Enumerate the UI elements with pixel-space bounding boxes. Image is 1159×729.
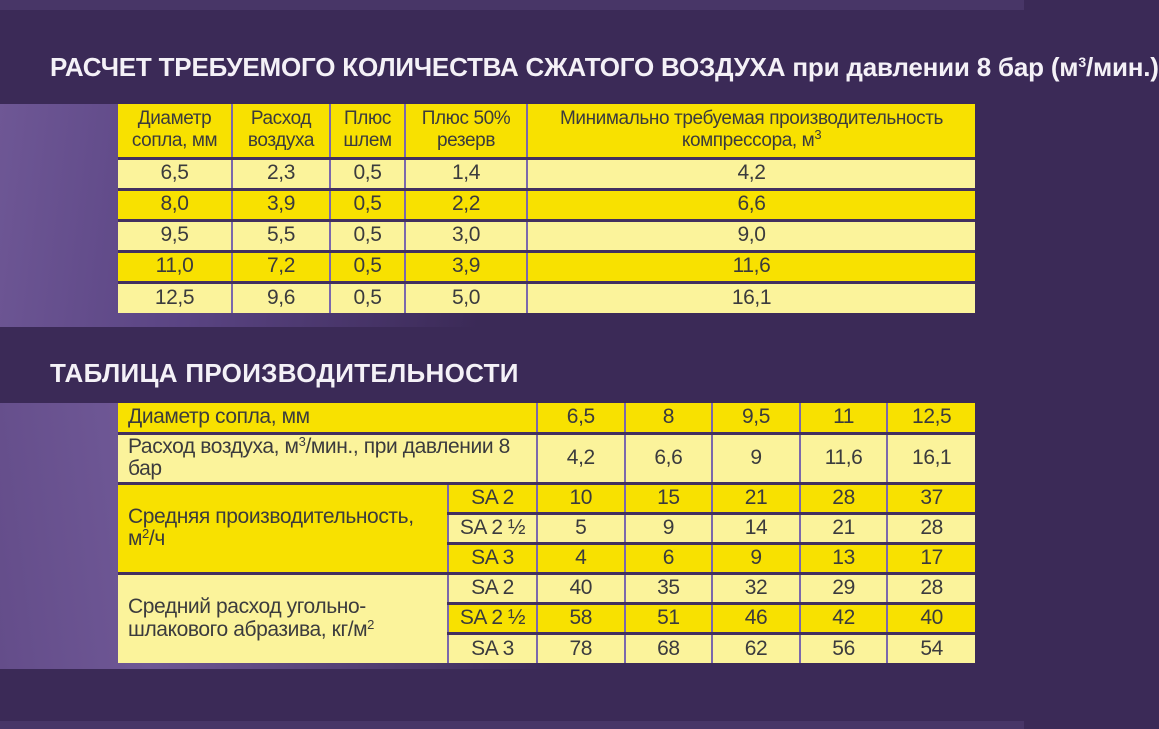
table-row <box>118 483 975 513</box>
value-cell: 42 <box>800 603 888 633</box>
grade-cell: SA 3 <box>448 543 537 573</box>
value-cell: 13 <box>800 543 888 573</box>
air-calculation-table <box>118 104 975 313</box>
value-cell: 40 <box>537 573 625 603</box>
value-cell: 32 <box>712 573 800 603</box>
value-cell: 4,2 <box>527 158 975 189</box>
value-cell: 1,4 <box>405 158 527 189</box>
table-row <box>118 403 975 433</box>
table-row <box>118 251 975 282</box>
value-cell: 11,6 <box>800 433 888 483</box>
value-cell: 3,9 <box>232 189 330 220</box>
value-cell: 9,0 <box>527 220 975 251</box>
value-cell: 6,6 <box>527 189 975 220</box>
page-title <box>50 52 1159 83</box>
value-cell: 6,5 <box>537 403 625 433</box>
value-cell: 0,5 <box>330 220 405 251</box>
value-cell: 9,6 <box>232 282 330 313</box>
value-cell: 9 <box>625 513 713 543</box>
table-row <box>118 220 975 251</box>
table-row <box>118 282 975 313</box>
value-cell: 29 <box>800 573 888 603</box>
value-cell: 12,5 <box>887 403 975 433</box>
value-cell: 10 <box>537 483 625 513</box>
value-cell: 17 <box>887 543 975 573</box>
value-cell: 5 <box>537 513 625 543</box>
value-cell: 9,5 <box>118 220 232 251</box>
value-cell: 11,6 <box>527 251 975 282</box>
value-cell: 62 <box>712 633 800 663</box>
value-cell: 8,0 <box>118 189 232 220</box>
value-cell: 5,5 <box>232 220 330 251</box>
value-cell: 46 <box>712 603 800 633</box>
header-min-compressor-capacity: Минимально требуемая производительность компрессора, $м^3$ <box>527 104 975 158</box>
grade-cell: SA 2 <box>448 573 537 603</box>
header-plus-reserve: Плюс 50% резерв <box>405 104 527 158</box>
value-cell: 0,5 <box>330 282 405 313</box>
value-cell: 7,2 <box>232 251 330 282</box>
productivity-table <box>118 403 975 663</box>
header-plus-helmet: Плюс шлем <box>330 104 405 158</box>
value-cell: 0,5 <box>330 158 405 189</box>
value-cell: 0,5 <box>330 189 405 220</box>
value-cell: 28 <box>887 573 975 603</box>
value-cell: 5,0 <box>405 282 527 313</box>
value-cell: 78 <box>537 633 625 663</box>
value-cell: 3,0 <box>405 220 527 251</box>
value-cell: 40 <box>887 603 975 633</box>
value-cell: 9 <box>712 433 800 483</box>
value-cell: 2,3 <box>232 158 330 189</box>
value-cell: 28 <box>800 483 888 513</box>
value-cell: 12,5 <box>118 282 232 313</box>
table-row <box>118 189 975 220</box>
value-cell: 11 <box>800 403 888 433</box>
value-cell: 14 <box>712 513 800 543</box>
value-cell: 16,1 <box>887 433 975 483</box>
table-row <box>118 158 975 189</box>
page-title-units: /мин.) <box>1085 52 1159 82</box>
section-title: ТАБЛИЦА ПРОИЗВОДИТЕЛЬНОСТИ <box>50 358 519 388</box>
value-cell: 0,5 <box>330 251 405 282</box>
value-cell: 6 <box>625 543 713 573</box>
row-label-nozzle-diameter: Диаметр сопла, мм <box>118 403 537 433</box>
top-edge-strip <box>0 0 1024 10</box>
value-cell: 4,2 <box>537 433 625 483</box>
block-label-abrasive-consumption: Средний расход угольно-шлакового абразива, $кг/м^2$ <box>118 573 448 663</box>
value-cell: 54 <box>887 633 975 663</box>
table-header-row <box>118 104 975 158</box>
grade-cell: SA 2 ½ <box>448 603 537 633</box>
value-cell: 6,6 <box>625 433 713 483</box>
value-cell: 21 <box>712 483 800 513</box>
value-cell: 11,0 <box>118 251 232 282</box>
value-cell: 15 <box>625 483 713 513</box>
block-label-average-productivity: Средняя производительность, $м^2/ч$ <box>118 483 448 573</box>
table-row <box>118 573 975 603</box>
table-row <box>118 433 975 483</box>
header-nozzle-diameter: Диаметр сопла, мм <box>118 104 232 158</box>
grade-cell: SA 2 <box>448 483 537 513</box>
value-cell: 51 <box>625 603 713 633</box>
value-cell: 6,5 <box>118 158 232 189</box>
value-cell: 16,1 <box>527 282 975 313</box>
value-cell: 2,2 <box>405 189 527 220</box>
value-cell: 58 <box>537 603 625 633</box>
value-cell: 68 <box>625 633 713 663</box>
value-cell: 37 <box>887 483 975 513</box>
value-cell: 28 <box>887 513 975 543</box>
header-air-consumption: Расход воздуха <box>232 104 330 158</box>
grade-cell: SA 2 ½ <box>448 513 537 543</box>
value-cell: 21 <box>800 513 888 543</box>
value-cell: 9,5 <box>712 403 800 433</box>
page-title-superscript: 3 <box>1078 54 1086 70</box>
row-label-air-flow: Расход воздуха, $м^3$/мин., при давлении 8 бар <box>118 433 537 483</box>
value-cell: 8 <box>625 403 713 433</box>
value-cell: 56 <box>800 633 888 663</box>
value-cell: 3,9 <box>405 251 527 282</box>
grade-cell: SA 3 <box>448 633 537 663</box>
page-title-text: РАСЧЕТ ТРЕБУЕМОГО КОЛИЧЕСТВА СЖАТОГО ВОЗДУХА при давлении 8 бар (м <box>50 52 1079 82</box>
value-cell: 35 <box>625 573 713 603</box>
value-cell: 4 <box>537 543 625 573</box>
bottom-edge-strip <box>0 721 1024 729</box>
value-cell: 9 <box>712 543 800 573</box>
